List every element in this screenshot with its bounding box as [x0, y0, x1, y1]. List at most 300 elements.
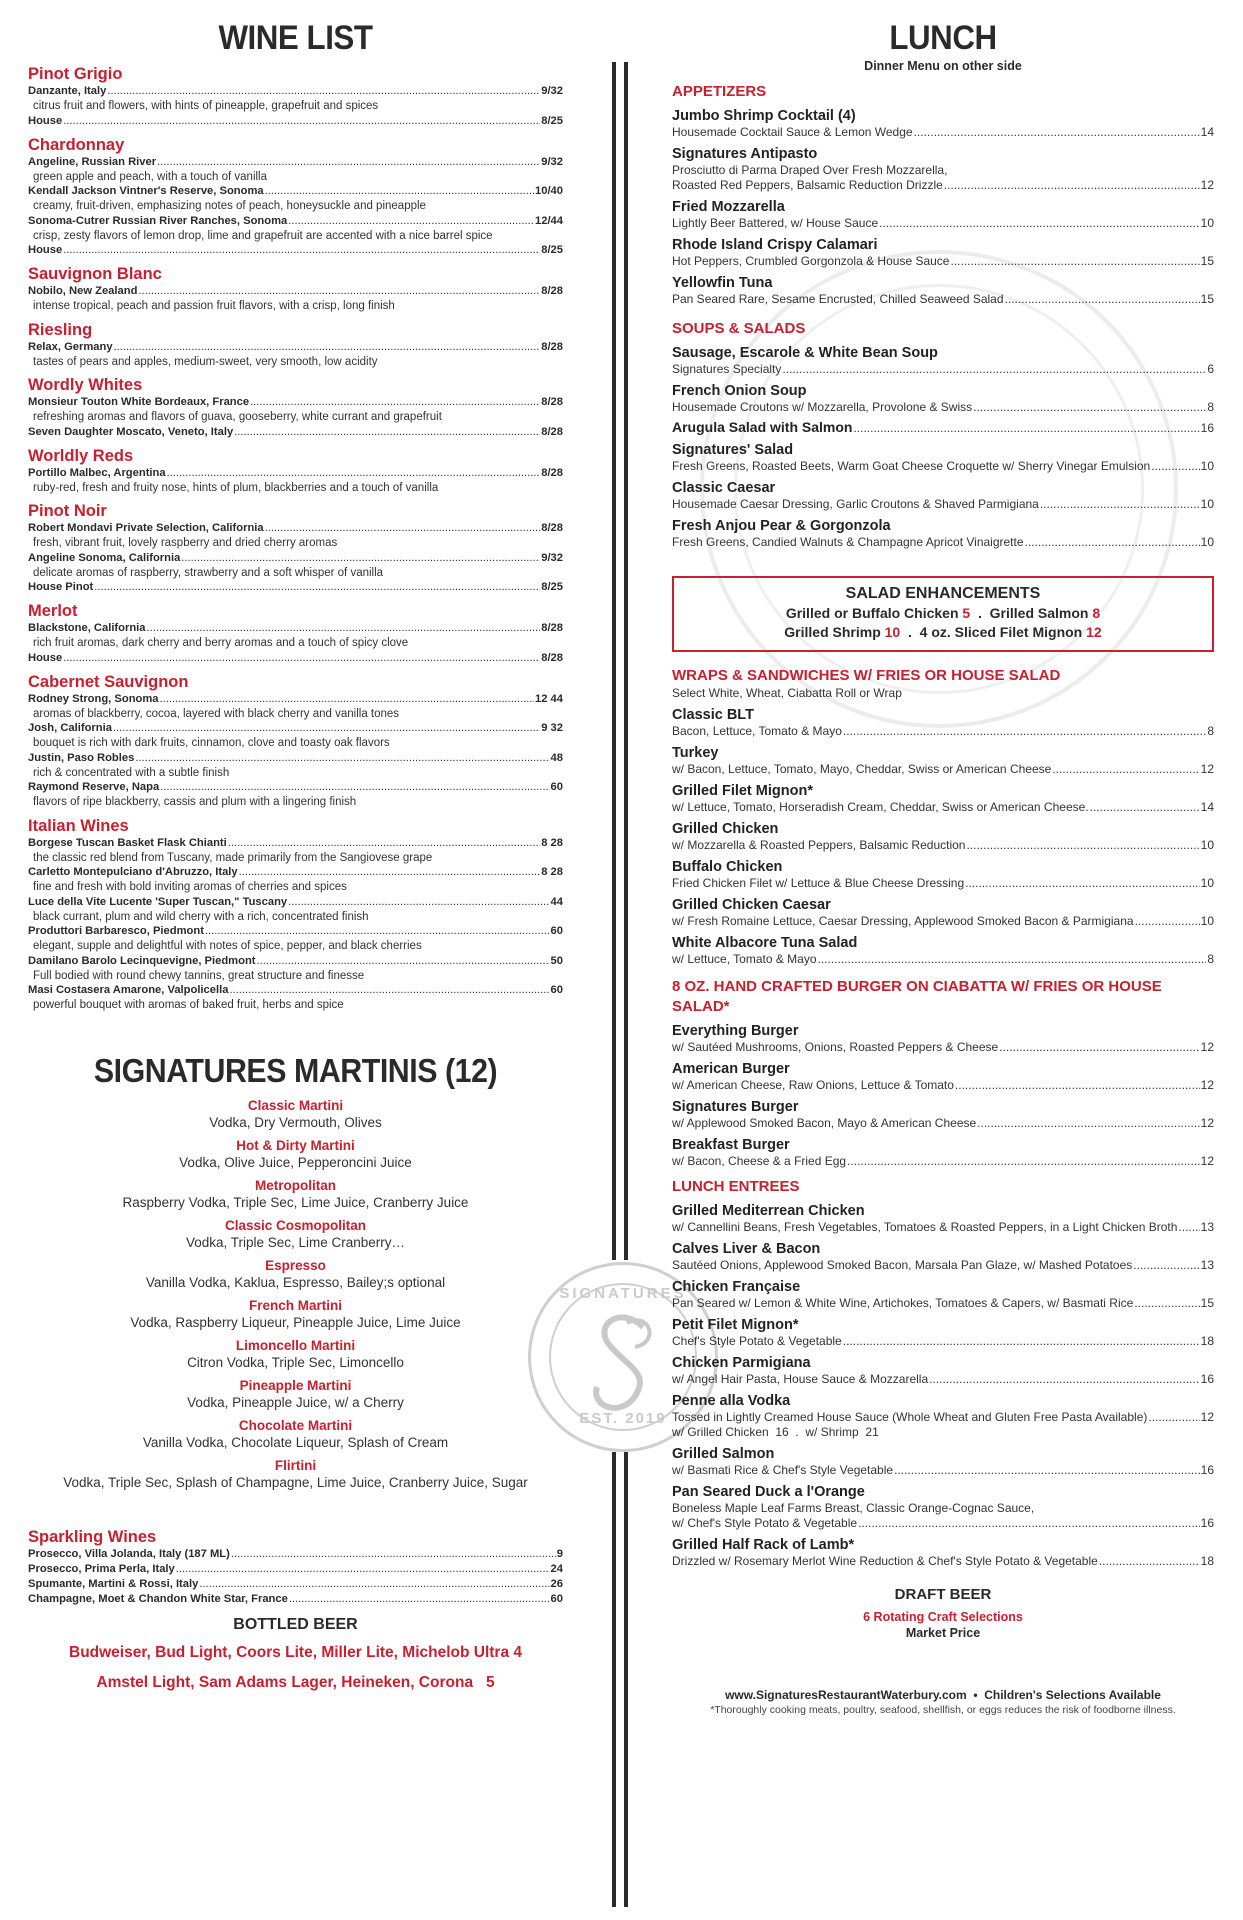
section-note: Select White, Wheat, Ciabatta Roll or Wrap	[672, 686, 902, 700]
menu-item-name: Sausage, Escarole & White Bean Soup	[672, 345, 938, 361]
wine-item	[28, 214, 563, 229]
wine-item	[28, 395, 563, 410]
enhancements-line-2	[674, 623, 1212, 642]
menu-item-price-row	[672, 800, 1214, 815]
dot-leader	[289, 1592, 550, 1607]
dot-leader	[239, 865, 541, 880]
menu-item-price: 14	[1200, 800, 1214, 814]
menu-item-description: Drizzled w/ Rosemary Merlot Wine Reduction & Chef's Style Potato & Vegetable	[672, 1554, 1098, 1568]
footer-line-2: *Thoroughly cooking meats, poultry, seafood, shellfish, or eggs reduces the risk of foodborne illness.	[710, 1704, 1176, 1716]
dot-leader	[157, 155, 540, 170]
menu-item-description: w/ Mozzarella & Roasted Peppers, Balsamic Reduction	[672, 838, 966, 852]
menu-item-description: w/ Bacon, Lettuce, Tomato, Mayo, Cheddar, Swiss or American Cheese	[672, 762, 1052, 776]
menu-item-price: 8	[1207, 400, 1214, 414]
sparkling-price: 9	[556, 1547, 563, 1560]
menu-item-price: 12	[1200, 1410, 1214, 1424]
menu-item-price-row	[672, 1334, 1214, 1349]
menu-item-price-row	[672, 914, 1214, 929]
menu-item-name: Signatures Burger	[672, 1099, 799, 1115]
dot-leader	[1133, 1258, 1199, 1273]
menu-item-name: Grilled Half Rack of Lamb*	[672, 1537, 855, 1553]
menu-item-price: 12	[1200, 1154, 1214, 1168]
wine-item	[28, 84, 563, 99]
wine-price: 8/28	[541, 285, 563, 297]
menu-item	[672, 517, 1214, 550]
menu-item-price: 16	[1200, 421, 1214, 435]
martini-name: Flirtini	[274, 1457, 317, 1473]
menu-item-description: Tossed in Lightly Creamed House Sauce (Whole Wheat and Gluten Free Pasta Available)	[672, 1410, 1148, 1424]
martini-ingredients: Vodka, Triple Sec, Lime Cranberry…	[185, 1234, 406, 1250]
lunch-subtitle: Dinner Menu on other side	[864, 59, 1022, 73]
menu-item	[672, 820, 1214, 853]
menu-item-description: w/ Fresh Romaine Lettuce, Caesar Dressing, Applewood Smoked Bacon & Parmigiana	[672, 914, 1134, 928]
menu-item-price: 10	[1200, 459, 1214, 473]
wine-price: 8 28	[541, 836, 563, 849]
dot-leader	[879, 216, 1200, 231]
enh-price: 10	[884, 624, 901, 640]
wine-category-title: Riesling	[28, 320, 93, 339]
menu-item-price: 15	[1200, 254, 1214, 268]
wine-name: Angeline, Russian River	[28, 155, 157, 168]
wine-description: black currant, plum and wild cherry with a rich, concentrated finish	[33, 910, 369, 923]
menu-item-price-row	[672, 459, 1214, 474]
sparkling-name: Prosecco, Villa Jolanda, Italy (187 ML)	[28, 1547, 230, 1560]
sparkling-price: 60	[550, 1592, 563, 1605]
dot-leader	[176, 1562, 550, 1577]
wine-item	[28, 521, 563, 536]
menu-item	[672, 441, 1214, 474]
dot-leader	[894, 1463, 1200, 1478]
dot-leader	[1148, 1410, 1199, 1425]
wine-name: Sonoma-Cutrer Russian River Ranches, Sonoma	[28, 214, 288, 227]
column-divider-left-bottom	[612, 1452, 616, 1907]
menu-item	[672, 382, 1214, 415]
martini-ingredients: Vanilla Vodka, Chocolate Liqueur, Splash of Cream	[142, 1434, 449, 1450]
menu-item	[672, 934, 1214, 967]
menu-item-name: Signatures Antipasto	[672, 146, 818, 162]
dot-leader	[1135, 914, 1200, 929]
menu-item-name: Fried Mozzarella	[672, 199, 785, 215]
menu-item	[672, 1022, 1214, 1055]
enh-label: Grilled or Buffalo Chicken	[785, 605, 959, 621]
wine-name: Seven Daughter Moscato, Veneto, Italy	[28, 425, 234, 438]
dot-leader	[160, 692, 534, 707]
entrees-section	[672, 1177, 1214, 1569]
menu-item-name: Grilled Filet Mignon*	[672, 783, 813, 799]
wine-item	[28, 954, 563, 969]
dot-leader	[1090, 800, 1200, 815]
wine-item	[28, 580, 563, 595]
wine-description: rich fruit aromas, dark cherry and berry aromas and a touch of spicy clove	[33, 637, 409, 649]
wine-description: rich & concentrated with a subtle finish	[33, 766, 230, 779]
wine-price: 44	[550, 895, 563, 908]
wine-category-title: Chardonnay	[28, 135, 125, 154]
dot-leader	[250, 395, 540, 410]
menu-item-price-row	[672, 838, 1214, 853]
wine-category-title: Pinot Grigio	[28, 65, 123, 83]
menu-item-price: 14	[1200, 125, 1214, 139]
dot-leader	[914, 125, 1200, 140]
menu-item-name: Chicken Française	[672, 1279, 801, 1295]
martini-ingredients: Vanilla Vodka, Kaklua, Espresso, Bailey;s optional	[145, 1274, 446, 1290]
menu-item-name: Grilled Chicken	[672, 821, 779, 837]
menu-item	[672, 1060, 1214, 1093]
enh-label: Grilled Salmon	[989, 605, 1089, 621]
menu-item-name: Turkey	[672, 745, 719, 761]
enh-price: 12	[1086, 624, 1102, 640]
menu-item-price-row	[672, 216, 1214, 231]
sparkling-price: 24	[550, 1562, 563, 1575]
menu-item-price: 10	[1200, 535, 1214, 549]
wine-item	[28, 340, 563, 355]
dot-leader	[257, 954, 550, 969]
wine-name: Josh, California	[28, 722, 112, 734]
menu-item-price-row	[672, 876, 1214, 891]
soups-salads-section	[672, 319, 1214, 550]
menu-item-price-row	[672, 1410, 1214, 1425]
dot-leader	[205, 924, 550, 939]
wine-price: 8/28	[541, 396, 563, 408]
wine-description: delicate aromas of raspberry, strawberry and a soft whisper of vanilla	[33, 566, 384, 579]
wine-name: Raymond Reserve, Napa	[28, 781, 160, 793]
menu-item-price: 12	[1200, 178, 1214, 192]
menu-item-price: 10	[1200, 838, 1214, 852]
wine-item	[28, 184, 563, 199]
wine-item	[28, 155, 563, 170]
wine-category-title: Wordly Whites	[28, 376, 143, 394]
menu-item-description: Signatures Specialty	[672, 362, 782, 376]
wine-description: creamy, fruit-driven, emphasizing notes of peach, honeysuckle and pineapple	[33, 200, 426, 212]
wine-price: 8/28	[541, 622, 563, 634]
wine-category-title: Pinot Noir	[28, 502, 107, 520]
menu-item	[672, 1240, 1214, 1273]
wine-item	[28, 751, 563, 766]
wine-name: Damilano Barolo Lecinquevigne, Piedmont	[28, 954, 256, 967]
wine-name: House Pinot	[28, 581, 94, 593]
dot-leader	[847, 1154, 1200, 1169]
dot-leader	[288, 214, 534, 229]
menu-item	[672, 782, 1214, 815]
menu-item-price-row	[672, 400, 1214, 415]
wine-name: Justin, Paso Robles	[28, 751, 135, 764]
menu-item-price: 12	[1200, 1040, 1214, 1054]
dot-leader	[229, 983, 549, 998]
menu-item-description: Fresh Greens, Candied Walnuts & Champagne Apricot Vinaigrette	[672, 535, 1024, 549]
martini-ingredients: Vodka, Dry Vermouth, Olives	[209, 1114, 382, 1130]
menu-item-description: w/ Cannellini Beans, Fresh Vegetables, Tomatoes & Roasted Peppers, in a Light Chicken Broth	[672, 1220, 1178, 1234]
wine-price: 9/32	[541, 85, 563, 97]
menu-item-description: Pan Seared w/ Lemon & White Wine, Artichokes, Tomatoes & Capers, w/ Basmati Rice	[672, 1296, 1134, 1310]
martini-list	[28, 1097, 563, 1491]
menu-item-description: Bacon, Lettuce, Tomato & Mayo	[672, 724, 842, 738]
menu-item-price-row	[672, 724, 1214, 739]
wine-price: 8 28	[541, 866, 563, 878]
menu-item-price-row	[672, 1554, 1214, 1569]
menu-item-description: w/ Bacon, Cheese & a Fried Egg	[672, 1154, 847, 1168]
martini-ingredients: Raspberry Vodka, Triple Sec, Lime Juice, Cranberry Juice	[122, 1194, 469, 1210]
wine-name: Danzante, Italy	[28, 85, 107, 97]
appetizers-section	[672, 82, 1214, 307]
menu-item-price: 12	[1200, 1116, 1214, 1130]
menu-item-name: Breakfast Burger	[672, 1137, 790, 1153]
wine-description: green apple and peach, with a touch of vanilla	[33, 170, 267, 183]
sparkling-name: Champagne, Moet & Chandon White Star, France	[28, 1592, 288, 1605]
menu-item-description: w/ Sautéed Mushrooms, Onions, Roasted Peppers & Cheese	[672, 1040, 999, 1054]
menu-item-price: 12	[1200, 762, 1214, 776]
menu-item-price: 16	[1200, 1516, 1214, 1530]
left-column	[28, 0, 563, 1693]
sparkling-item	[28, 1592, 563, 1607]
wine-item	[28, 780, 563, 795]
dot-leader	[231, 1547, 556, 1562]
menu-item	[672, 744, 1214, 777]
section-title: 8 OZ. HAND CRAFTED BURGER ON CIABATTA W/ FRIES OR HOUSE SALAD*	[672, 978, 1162, 1015]
menu-item-description: Pan Seared Rare, Sesame Encrusted, Chilled Seaweed Salad	[672, 292, 1004, 306]
wine-category-title: Worldly Reds	[28, 446, 134, 465]
dot-leader	[973, 400, 1206, 415]
menu-item	[672, 1278, 1214, 1311]
dot-leader	[147, 621, 541, 636]
menu-item	[672, 1354, 1214, 1387]
menu-item-description: Hot Peppers, Crumbled Gorgonzola & House Sauce	[672, 254, 950, 268]
menu-item	[672, 274, 1214, 307]
martini-name: Classic Martini	[247, 1097, 344, 1113]
menu-item-description: w/ Basmati Rice & Chef's Style Vegetable	[672, 1463, 894, 1477]
draft-beer-line: 6 Rotating Craft Selections	[863, 1610, 1023, 1624]
menu-item-description: Housemade Caesar Dressing, Garlic Croutons & Shaved Parmigiana	[672, 497, 1039, 511]
dot-leader	[966, 838, 1199, 853]
dot-leader	[1151, 459, 1199, 474]
dot-leader	[858, 1516, 1200, 1531]
enh-sep: .	[908, 624, 912, 640]
bottled-beer-title: BOTTLED BEER	[233, 1615, 358, 1633]
menu-item-price-row	[672, 1116, 1214, 1131]
wine-price: 8/28	[541, 340, 563, 353]
menu-item-price-row	[672, 178, 1214, 193]
wine-name: Nobilo, New Zealand	[28, 285, 138, 297]
menu-item-price-row	[672, 1220, 1214, 1235]
wine-description: aromas of blackberry, cocoa, layered with black cherry and vanilla tones	[33, 707, 400, 720]
wine-price: 9/32	[541, 551, 563, 564]
menu-item	[672, 1392, 1214, 1440]
menu-item	[672, 479, 1214, 512]
dot-leader	[228, 836, 540, 851]
menu-item-name: Penne alla Vodka	[672, 1393, 791, 1409]
wine-price: 8/25	[541, 114, 563, 127]
dot-leader	[288, 895, 549, 910]
menu-item-price: 18	[1200, 1334, 1214, 1348]
martinis-title: SIGNATURES MARTINIS (12)	[93, 1051, 498, 1089]
footer-line-1: www.SignaturesRestaurantWaterbury.com • Children's Selections Available	[725, 1688, 1161, 1702]
wine-item	[28, 865, 563, 880]
wine-item	[28, 895, 563, 910]
column-divider-left-top	[612, 62, 616, 1260]
menu-item-name: Calves Liver & Bacon	[672, 1241, 821, 1257]
menu-item-name: Everything Burger	[672, 1023, 799, 1039]
enhancements-title: SALAD ENHANCEMENTS	[845, 585, 1041, 602]
menu-item-addon: w/ Grilled Chicken 16 . w/ Shrimp 21	[672, 1425, 879, 1439]
dot-leader	[63, 243, 540, 258]
wine-category-title: Sauvignon Blanc	[28, 265, 162, 283]
wine-price: 9 32	[541, 722, 563, 734]
menu-item-price-row	[672, 535, 1214, 550]
wine-item	[28, 243, 563, 258]
dot-leader	[782, 362, 1206, 377]
menu-item-name: Yellowfin Tuna	[672, 275, 773, 291]
wine-item	[28, 284, 563, 299]
menu-item-price: 12	[1200, 1078, 1214, 1092]
menu-item-name: Fresh Anjou Pear & Gorgonzola	[672, 518, 891, 534]
wine-name: Luce della Vite Lucente 'Super Tuscan," Tuscany	[28, 895, 288, 908]
dot-leader	[1025, 535, 1200, 550]
wine-category-title: Merlot	[28, 602, 78, 620]
menu-item-name: French Onion Soup	[672, 383, 807, 399]
salad-enhancements-box	[672, 576, 1214, 652]
section-title: APPETIZERS	[672, 83, 767, 100]
enh-label: 4 oz. Sliced Filet Mignon	[919, 624, 1083, 640]
menu-item-price-row	[672, 1296, 1214, 1311]
menu-item-description: Arugula Salad with Salmon	[672, 419, 853, 435]
lunch-title: LUNCH	[889, 19, 997, 57]
wine-item	[28, 924, 563, 939]
wine-price: 60	[550, 925, 563, 937]
wine-name: Borgese Tuscan Basket Flask Chianti	[28, 836, 227, 849]
menu-item-price-row	[672, 1258, 1214, 1273]
wine-price: 8/28	[541, 425, 563, 438]
menu-item	[672, 107, 1214, 140]
menu-item-price: 8	[1207, 724, 1214, 738]
dot-leader	[167, 466, 541, 481]
section-title: SOUPS & SALADS	[672, 320, 806, 337]
menu-item-description: w/ American Cheese, Raw Onions, Lettuce & Tomato	[672, 1078, 954, 1092]
dot-leader	[135, 751, 549, 766]
dot-leader	[944, 178, 1200, 193]
dot-leader	[265, 521, 541, 536]
menu-item	[672, 1445, 1214, 1478]
burgers-section	[672, 977, 1214, 1169]
wine-name: Portillo Malbec, Argentina	[28, 466, 166, 479]
martini-name: French Martini	[248, 1297, 342, 1313]
menu-item-name: American Burger	[672, 1061, 790, 1077]
wine-description: intense tropical, peach and passion fruit flavors, with a crisp, long finish	[33, 300, 395, 312]
sparkling-price: 26	[550, 1577, 563, 1590]
wraps-section	[672, 666, 1214, 967]
dot-leader	[853, 421, 1199, 436]
dot-leader	[999, 1040, 1199, 1055]
wine-item	[28, 466, 563, 481]
wine-name: Rodney Strong, Sonoma	[28, 692, 159, 705]
dot-leader	[843, 1334, 1200, 1349]
menu-item-description: w/ Applewood Smoked Bacon, Mayo & American Cheese	[672, 1116, 977, 1130]
menu-item-name: Buffalo Chicken	[672, 859, 783, 875]
wine-price: 9/32	[541, 155, 563, 168]
wine-price: 60	[550, 984, 563, 996]
dot-leader	[107, 84, 540, 99]
wine-description: Full bodied with round chewy tannins, great structure and finesse	[33, 969, 365, 982]
menu-item-description: Lightly Beer Battered, w/ House Sauce	[672, 216, 879, 230]
wine-description: refreshing aromas and flavors of guava, gooseberry, white currant and grapefruit	[33, 411, 442, 423]
menu-item-description: Boneless Maple Leaf Farms Breast, Classic Orange-Cognac Sauce,	[672, 1501, 1035, 1515]
dot-leader	[199, 1577, 549, 1592]
wine-price: 8/25	[541, 244, 563, 256]
wine-item	[28, 114, 563, 129]
menu-item	[672, 896, 1214, 929]
menu-item-price-row	[672, 292, 1214, 307]
wine-name: Produttori Barbaresco, Piedmont	[28, 925, 204, 937]
menu-item-price: 18	[1200, 1554, 1214, 1568]
column-divider-right-bottom	[624, 1452, 628, 1907]
menu-item-description: Prosciutto di Parma Draped Over Fresh Mozzarella,	[672, 163, 948, 177]
menu-item-price: 10	[1200, 216, 1214, 230]
wine-category-title: Italian Wines	[28, 816, 129, 835]
wine-name: House	[28, 244, 63, 256]
menu-item-description: w/ Lettuce, Tomato & Mayo	[672, 952, 817, 966]
seal-text-bottom: EST. 2019	[579, 1410, 667, 1427]
menu-item-name: Pan Seared Duck a l'Orange	[672, 1484, 865, 1500]
menu-item	[672, 1098, 1214, 1131]
dot-leader	[1052, 762, 1199, 777]
menu-item-price: 16	[1200, 1372, 1214, 1386]
menu-item-name: Grilled Mediterrean Chicken	[672, 1203, 865, 1219]
menu-item-name: Grilled Chicken Caesar	[672, 897, 831, 913]
dot-leader	[818, 952, 1207, 967]
menu-item	[672, 344, 1214, 377]
wine-name: Masi Costasera Amarone, Valpolicella	[28, 984, 229, 996]
wine-name: Kendall Jackson Vintner's Reserve, Sonoma	[28, 185, 264, 197]
wine-name: House	[28, 651, 63, 664]
right-column	[672, 0, 1214, 1717]
menu-item-name: Petit Filet Mignon*	[672, 1317, 799, 1333]
menu-item-price: 15	[1200, 1296, 1214, 1310]
menu-item-price: 13	[1200, 1258, 1214, 1272]
dot-leader	[181, 551, 540, 566]
martini-name: Limoncello Martini	[235, 1337, 356, 1353]
martini-ingredients: Vodka, Triple Sec, Splash of Champagne, Lime Juice, Cranberry Juice, Sugar	[63, 1474, 528, 1490]
dot-leader	[265, 184, 534, 199]
menu-item-description: Housemade Cocktail Sauce & Lemon Wedge	[672, 125, 913, 139]
wine-price: 8/25	[541, 581, 563, 593]
menu-item-price-row	[672, 125, 1214, 140]
dot-leader	[1099, 1554, 1200, 1569]
dot-leader	[965, 876, 1200, 891]
wine-description: fine and fresh with bold inviting aromas of cherries and spices	[33, 881, 347, 893]
menu-item-price-row	[672, 1372, 1214, 1387]
enh-label: Grilled Shrimp	[784, 624, 881, 640]
menu-item	[672, 1136, 1214, 1169]
wine-price: 12/44	[535, 214, 563, 227]
wine-description: elegant, supple and delightful with notes of spice, pepper, and black cherries	[33, 940, 422, 952]
wine-name: Monsieur Touton White Bordeaux, France	[28, 396, 250, 408]
column-divider-right-top	[624, 62, 628, 1260]
wine-name: Carletto Montepulciano d'Abruzzo, Italy	[28, 866, 238, 878]
menu-item-name: White Albacore Tuna Salad	[672, 935, 858, 951]
martini-name: Chocolate Martini	[238, 1417, 353, 1433]
wine-item	[28, 721, 563, 736]
menu-item	[672, 1483, 1214, 1531]
menu-item-description: w/ Angel Hair Pasta, House Sauce & Mozzarella	[672, 1372, 929, 1386]
menu-item-price: 6	[1207, 362, 1214, 376]
dot-leader	[929, 1372, 1200, 1387]
wine-price: 12 44	[535, 692, 563, 705]
wine-description: crisp, zesty flavors of lemon drop, lime and grapefruit are accented with a nice barrel spice	[33, 229, 493, 242]
menu-item-name: Jumbo Shrimp Cocktail (4)	[672, 108, 856, 124]
wine-name: Blackstone, California	[28, 622, 146, 634]
menu-item-name: Classic Caesar	[672, 480, 776, 496]
wine-item	[28, 551, 563, 566]
menu-item-price: 16	[1200, 1463, 1214, 1477]
menu-item	[672, 706, 1214, 739]
menu-item-description: Fried Chicken Filet w/ Lettuce & Blue Cheese Dressing	[672, 876, 965, 890]
